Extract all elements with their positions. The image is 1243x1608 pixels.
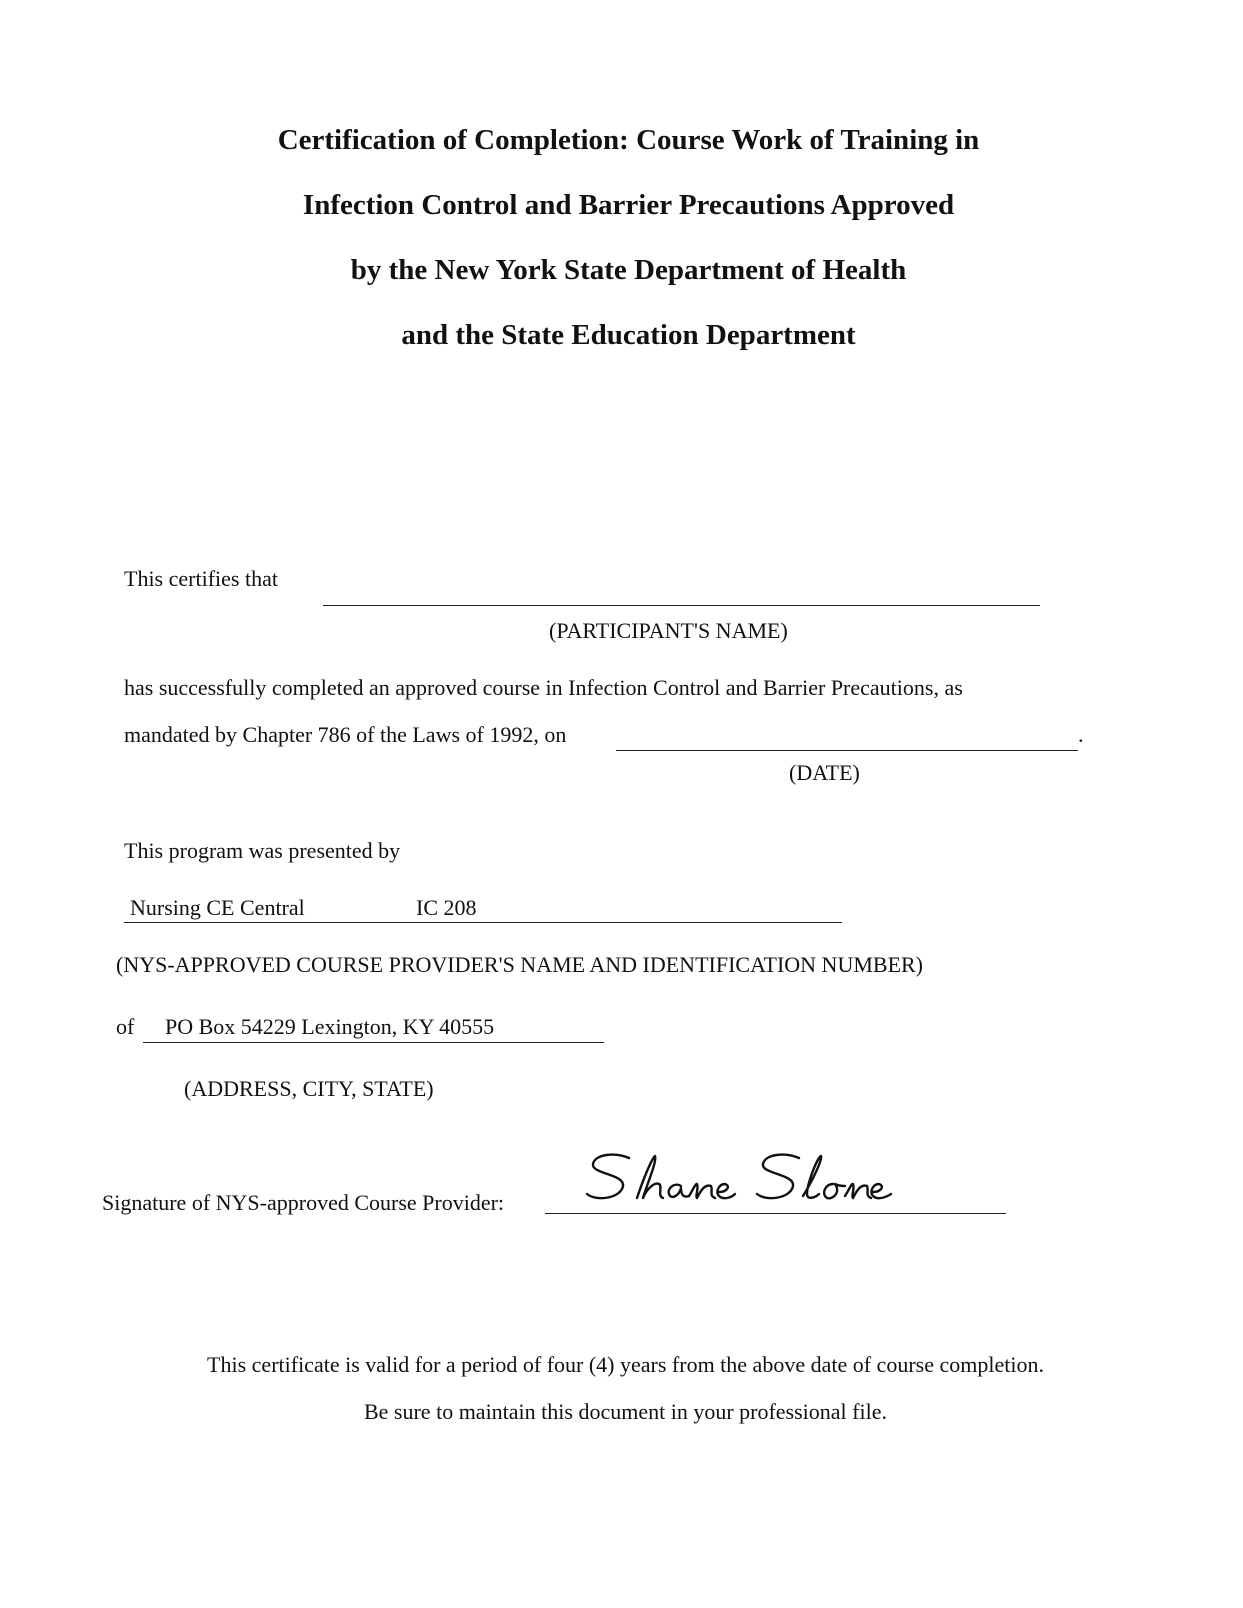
completion-line-2: mandated by Chapter 786 of the Laws of 1992, on — [124, 722, 567, 747]
participant-name-line — [323, 605, 1040, 606]
provider-name: Nursing CE Central — [130, 895, 305, 920]
provider-address: PO Box 54229 Lexington, KY 40555 — [165, 1014, 495, 1039]
address-caption: (ADDRESS, CITY, STATE) — [184, 1076, 434, 1101]
provider-id-number: IC 208 — [416, 895, 477, 920]
title-line-2: Infection Control and Barrier Precautions Approved — [302, 189, 955, 221]
title-line-4: and the State Education Department — [401, 319, 856, 351]
address-line — [143, 1042, 604, 1043]
provider-line — [124, 922, 842, 923]
completion-line-1: has successfully completed an approved course in Infection Control and Barrier Precautions, as — [124, 675, 963, 700]
address-prefix: of — [116, 1014, 135, 1039]
provider-lead: This program was presented by — [124, 838, 401, 863]
completion-date-caption: (DATE) — [789, 760, 860, 785]
maintain-note: Be sure to maintain this document in your professional file. — [363, 1399, 887, 1424]
title-line-1: Certification of Completion: Course Work of Training in — [277, 124, 980, 156]
certifies-lead: This certifies that — [124, 566, 278, 591]
provider-caption: (NYS-APPROVED COURSE PROVIDER'S NAME AND IDENTIFICATION NUMBER) — [116, 952, 924, 977]
signature-label: Signature of NYS-approved Course Provider: — [102, 1190, 505, 1215]
completion-date-line — [616, 750, 1078, 751]
title-line-3: by the New York State Department of Health — [350, 254, 907, 286]
participant-name-caption: (PARTICIPANT'S NAME) — [549, 618, 788, 643]
completion-period: . — [1078, 722, 1084, 747]
validity-note: This certificate is valid for a period of four (4) years from the above date of course completion. — [207, 1352, 1044, 1377]
signature-image — [585, 1150, 895, 1212]
signature-line — [545, 1213, 1006, 1214]
